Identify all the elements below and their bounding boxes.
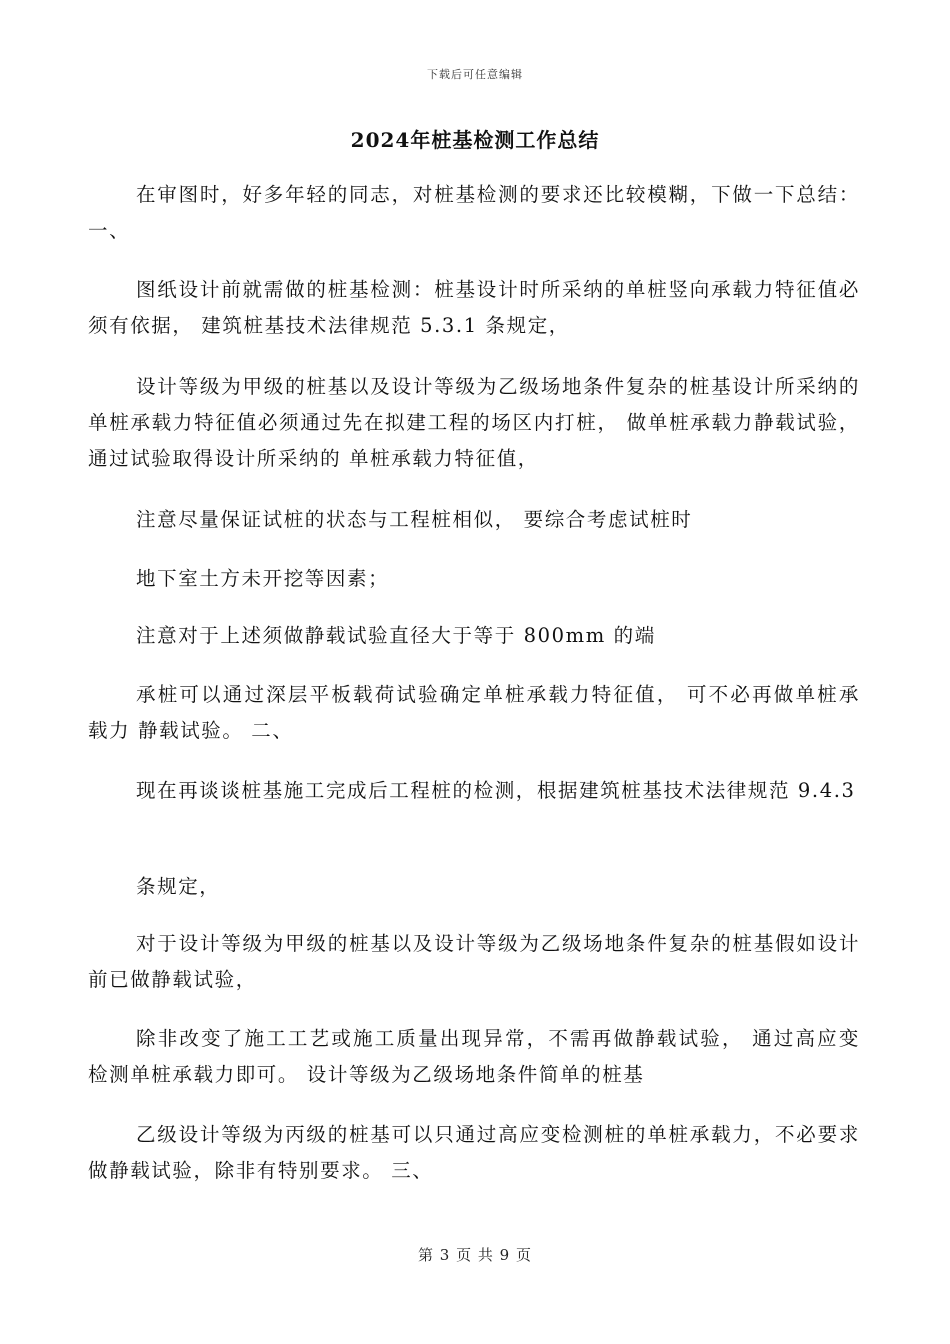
paragraph-9: 条规定， bbox=[136, 875, 221, 898]
paragraph-7: 承桩可以通过深层平板载荷试验确定单桩承载力特征值， 可不必再做单桩承载力 静载试验。 二、 bbox=[88, 683, 860, 742]
paragraph-6: 注意对于上述须做静载试验直径大于等于 800mm 的端 bbox=[136, 624, 656, 647]
paragraph-11: 除非改变了施工工艺或施工质量出现异常，不需再做静载试验， 通过高应变检测单桩承载力即可。 设计等级为乙级场地条件简单的桩基 bbox=[88, 1027, 860, 1086]
paragraph-5: 地下室土方未开挖等因素； bbox=[136, 567, 390, 590]
paragraph-12: 乙级设计等级为丙级的桩基可以只通过高应变检测桩的单桩承载力，不必要求做静载试验，除非有特别要求。 三、 bbox=[88, 1123, 860, 1182]
paragraph-2: 图纸设计前就需做的桩基检测：桩基设计时所采纳的单桩竖向承载力特征值必须有依据， 建筑桩基技术法律规范 5.3.1 条规定， bbox=[88, 278, 860, 337]
paragraph-10: 对于设计等级为甲级的桩基以及设计等级为乙级场地条件复杂的桩基假如设计前已做静载试验， bbox=[88, 932, 860, 991]
paragraph-3: 设计等级为甲级的桩基以及设计等级为乙级场地条件复杂的桩基设计所采纳的单桩承载力特征值必须通过先在拟建工程的场区内打桩， 做单桩承载力静载试验， 通过试验取得设计所采纳的 单桩承载力特征值， bbox=[88, 375, 860, 470]
paragraph-4: 注意尽量保证试桩的状态与工程桩相似， 要综合考虑试桩时 bbox=[136, 508, 693, 531]
document-title: 2024年桩基检测工作总结 bbox=[350, 128, 600, 152]
paragraph-8: 现在再谈谈桩基施工完成后工程桩的检测，根据建筑桩基技术法律规范 9.4.3 bbox=[136, 779, 856, 802]
header-note: 下载后可任意编辑 bbox=[427, 68, 523, 81]
paragraph-1: 在审图时，好多年轻的同志，对桩基检测的要求还比较模糊，下做一下总结： 一、 bbox=[88, 183, 860, 242]
page-footer: 第 3 页 共 9 页 bbox=[418, 1246, 532, 1264]
